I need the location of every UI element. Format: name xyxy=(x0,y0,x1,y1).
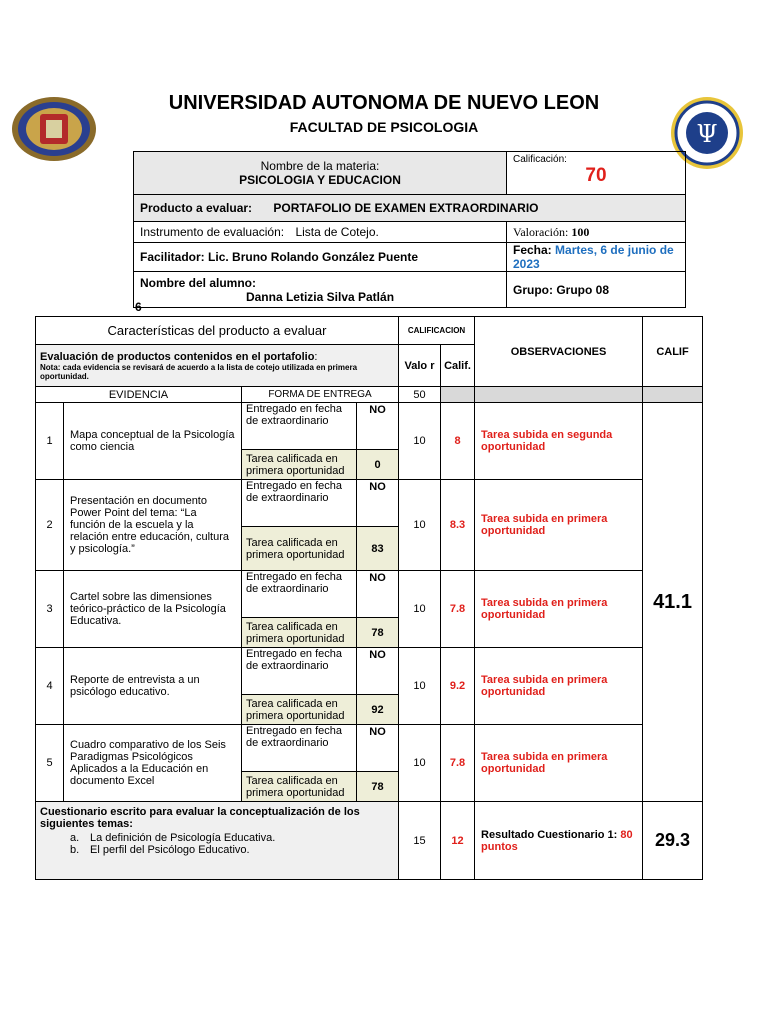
valor-value: 10 xyxy=(399,648,441,725)
calif-value: 7.8 xyxy=(441,725,475,802)
quiz-valor: 15 xyxy=(399,802,441,880)
quiz-item xyxy=(40,844,394,856)
delivered-value: NO xyxy=(357,571,399,618)
observation-text: Tarea subida en primera oportunidad xyxy=(475,725,643,802)
calif-value: 8.3 xyxy=(441,480,475,571)
graded-label: Tarea calificada en primera oportunidad xyxy=(242,695,357,725)
valuation-label: Valoración: xyxy=(513,224,569,239)
graded-value: 83 xyxy=(357,527,399,571)
instrument-value: Lista de Cotejo. xyxy=(295,225,379,239)
observations-header: OBSERVACIONES xyxy=(475,317,643,387)
quiz-calif: 12 xyxy=(441,802,475,880)
instrument-cell xyxy=(134,222,507,243)
quiz-result-value: 80 puntos xyxy=(481,828,633,853)
evidence-text: Mapa conceptual de la Psicología como ciencia xyxy=(64,403,242,480)
delivered-label: Entregado en fecha de extraordinario xyxy=(242,480,357,527)
graded-value: 78 xyxy=(357,772,399,802)
graded-label: Tarea calificada en primera oportunidad xyxy=(242,527,357,571)
subject-value: PSICOLOGIA Y EDUCACION xyxy=(239,173,401,187)
valor-value: 10 xyxy=(399,725,441,802)
section-title-cell xyxy=(36,345,399,387)
valuation-cell xyxy=(507,222,686,243)
quiz-item xyxy=(40,832,394,844)
date-cell xyxy=(507,243,686,272)
date-value: Martes, 6 de junio de 2023 xyxy=(513,243,674,271)
row-number: 5 xyxy=(36,725,64,802)
observation-text: Tarea subida en primera oportunidad xyxy=(475,648,643,725)
quiz-item-marker: a. xyxy=(70,832,80,844)
calif-value: 8 xyxy=(441,403,475,480)
graded-label: Tarea calificada en primera oportunidad xyxy=(242,450,357,480)
section-title: Evaluación de productos contenidos en el portafolio xyxy=(40,350,315,363)
observation-text: Tarea subida en segunda oportunidad xyxy=(475,403,643,480)
graded-value: 0 xyxy=(357,450,399,480)
product-value: PORTAFOLIO DE EXAMEN EXTRAORDINARIO xyxy=(273,201,539,215)
quiz-title: Cuestionario escrito para evaluar la conceptualización de los siguientes temas: xyxy=(40,806,360,830)
graded-value: 92 xyxy=(357,695,399,725)
row-number: 1 xyxy=(36,403,64,480)
info-table xyxy=(133,151,686,308)
graded-label: Tarea calificada en primera oportunidad xyxy=(242,618,357,648)
quiz-item-text: La definición de Psicología Educativa. xyxy=(90,832,276,844)
total-blank xyxy=(643,387,703,403)
delivered-label: Entregado en fecha de extraordinario xyxy=(242,403,357,450)
obs-blank xyxy=(475,387,643,403)
grade-value: 70 xyxy=(585,165,607,186)
student-label: Nombre del alumno: xyxy=(140,275,257,290)
quiz-result-label: Resultado Cuestionario 1: xyxy=(481,828,618,841)
facilitator-value: Lic. Bruno Rolando González Puente xyxy=(208,250,419,264)
observation-text: Tarea subida en primera oportunidad xyxy=(475,480,643,571)
characteristics-title: Características del producto a evaluar xyxy=(36,317,399,345)
portfolio-total: 41.1 xyxy=(643,403,703,802)
quiz-item-marker: b. xyxy=(70,844,80,856)
calif-value: 7.8 xyxy=(441,571,475,648)
graded-label: Tarea calificada en primera oportunidad xyxy=(242,772,357,802)
faculty-title: FACULTAD DE PSICOLOGIA xyxy=(289,119,479,135)
delivered-value: NO xyxy=(357,403,399,450)
delivered-label: Entregado en fecha de extraordinario xyxy=(242,725,357,772)
row-number: 4 xyxy=(36,648,64,725)
facilitator-cell xyxy=(134,243,507,272)
delivered-value: NO xyxy=(357,480,399,527)
valor-header: Valo r xyxy=(399,345,441,387)
evidence-text: Reporte de entrevista a un psicólogo educativo. xyxy=(64,648,242,725)
evidence-text: Presentación en documento Power Point del tema: “La función de la escuela y la relación entre educación, cultura y psicología.” xyxy=(64,480,242,571)
grade-cell xyxy=(507,152,686,195)
student-value: Danna Letizia Silva Patlán xyxy=(245,289,395,304)
valuation-value: 100 xyxy=(571,224,590,239)
calif-total-header: CALIF xyxy=(643,317,703,387)
row-number: 3 xyxy=(36,571,64,648)
delivered-value: NO xyxy=(357,648,399,695)
quiz-result xyxy=(475,802,643,880)
evaluation-table xyxy=(35,316,703,880)
observation-text: Tarea subida en primera oportunidad xyxy=(475,571,643,648)
valor-value: 10 xyxy=(399,480,441,571)
evidence-text: Cuadro comparativo de los Seis Paradigmas Psicológicos Aplicados a la Educación en documento Excel xyxy=(64,725,242,802)
quiz-item-text: El perfil del Psicólogo Educativo. xyxy=(90,844,250,856)
subject-label: Nombre de la materia: xyxy=(260,159,380,173)
valor-total: 50 xyxy=(399,387,441,403)
group-cell xyxy=(507,272,686,308)
row-number: 2 xyxy=(36,480,64,571)
delivery-header: FORMA DE ENTREGA xyxy=(242,387,399,403)
product-label: Producto a evaluar: xyxy=(140,201,253,215)
svg-text:Ψ: Ψ xyxy=(696,120,718,148)
valor-value: 10 xyxy=(399,571,441,648)
date-label: Fecha: xyxy=(513,243,552,257)
subject-cell xyxy=(134,152,507,195)
evidence-text: Cartel sobre las dimensiones teórico-práctico de la Psicología Educativa. xyxy=(64,571,242,648)
facilitator-label: Facilitador: xyxy=(140,250,205,264)
university-title: UNIVERSIDAD AUTONOMA DE NUEVO LEON xyxy=(168,92,600,114)
graded-value: 78 xyxy=(357,618,399,648)
group-label: Grupo: xyxy=(513,282,553,297)
quiz-cell xyxy=(36,802,399,880)
group-value: Grupo 08 xyxy=(556,282,610,297)
quiz-total: 29.3 xyxy=(643,802,703,880)
product-cell xyxy=(134,195,686,222)
calif-value: 9.2 xyxy=(441,648,475,725)
calif-header: Calif. xyxy=(441,345,475,387)
calificacion-header: CALIFICACION xyxy=(399,317,475,345)
delivered-label: Entregado en fecha de extraordinario xyxy=(242,648,357,695)
valor-value: 10 xyxy=(399,403,441,480)
section-note: Nota: cada evidencia se revisará de acuerdo a la lista de cotejo utilizada en primera oportunidad. xyxy=(40,362,358,381)
section-colon: : xyxy=(314,350,318,363)
stray-number: 6 xyxy=(135,300,142,314)
evidence-header: EVIDENCIA xyxy=(36,387,242,403)
delivered-value: NO xyxy=(357,725,399,772)
grade-label: Calificación: xyxy=(513,154,567,165)
calif-blank xyxy=(441,387,475,403)
instrument-label: Instrumento de evaluación: xyxy=(140,225,285,239)
student-cell xyxy=(134,272,507,308)
delivered-label: Entregado en fecha de extraordinario xyxy=(242,571,357,618)
